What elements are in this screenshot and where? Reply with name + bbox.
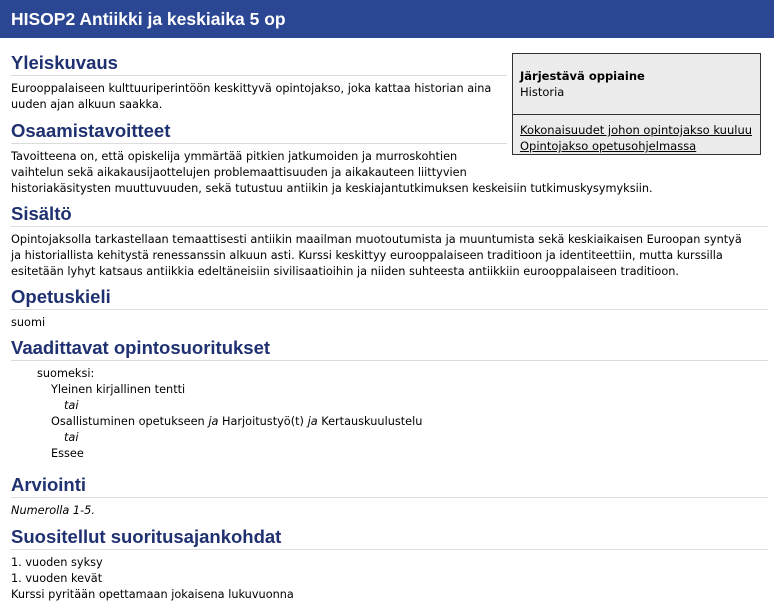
content-heading: Sisältö	[11, 203, 768, 227]
objectives-heading: Osaamistavoitteet	[11, 120, 507, 144]
modules-link[interactable]: Kokonaisuudet johon opintojakso kuuluu	[520, 123, 753, 137]
curriculum-link[interactable]: Opintojakso opetusohjelmassa	[520, 139, 697, 153]
objectives-line: Tavoitteena on, että opiskelija ymmärtää pitkien jatkumoiden ja murroskohtien	[11, 150, 458, 163]
language-heading: Opetuskieli	[11, 286, 768, 310]
requirement-part: Kertauskuulustelu	[321, 415, 423, 428]
overview-heading: Yleiskuvaus	[11, 52, 507, 76]
content-line: esitetään lyhyt katsaus antiikkia edeltäneisiin sivilisaatioihin ja niiden suhteesta antiikkiin eurooppalaiseen traditioon.	[11, 265, 679, 278]
requirement-part: Harjoitustyö(t)	[221, 415, 304, 428]
timing-line: 1. vuoden kevät	[11, 572, 103, 585]
requirements-lang: suomeksi:	[37, 367, 95, 380]
content-text	[11, 232, 742, 280]
requirement-option	[51, 414, 422, 430]
and-separator: ja	[208, 415, 219, 428]
content-line: Opintojaksolla tarkastellaan temaattisesti antiikin maailman muotoutumista ja muuntumista sekä keskiaikaisen Euroopan syntyä	[11, 233, 742, 246]
department-box	[512, 53, 761, 121]
timing-text	[11, 555, 294, 603]
overview-text	[11, 81, 491, 113]
requirement-option: Essee	[51, 447, 84, 460]
objectives-line: vaihtelun sekä aikakausijaottelujen problemaattisuuden ja aikakauteen liittyvien	[11, 166, 467, 179]
timing-line: 1. vuoden syksy	[11, 556, 103, 569]
and-separator: ja	[307, 415, 318, 428]
language-value: suomi	[11, 316, 46, 329]
overview-line: uuden ajan alkuun saakka.	[11, 98, 163, 111]
page-title: HISOP2 Antiikki ja keskiaika 5 op	[11, 9, 286, 29]
requirement-option: Yleinen kirjallinen tentti	[51, 383, 186, 396]
assessment-heading: Arviointi	[11, 474, 768, 498]
overview-line: Eurooppalaiseen kulttuuriperintöön keskittyvä opintojakso, joka kattaa historian aina	[11, 82, 492, 95]
department-label: Järjestävä oppiaine	[520, 69, 645, 83]
assessment-value: Numerolla 1-5.	[11, 504, 95, 517]
content-line: ja historiallista kehitystä renessanssin alkuun asti. Kurssi keskittyy eurooppalaiseen traditioon ja identiteettiin, mutta kurssilla	[11, 249, 723, 262]
objectives-line: historiakäsitysten muuttuvuuden, sekä tutustuu antiikin ja keskiajantutkimuksen keskeisiin tutkimuskysymyksiin.	[11, 182, 653, 195]
timing-heading: Suositellut suoritusajankohdat	[11, 526, 768, 550]
page-title-bar	[0, 0, 774, 38]
timing-line: Kurssi pyritään opettamaan jokaisena lukuvuonna	[11, 588, 294, 601]
requirements-heading: Vaadittavat opintosuoritukset	[11, 337, 768, 361]
or-separator: tai	[64, 431, 79, 444]
requirement-part: Osallistuminen opetukseen	[51, 415, 205, 428]
department-value: Historia	[520, 85, 565, 99]
or-separator: tai	[64, 399, 79, 412]
objectives-text	[11, 149, 653, 197]
